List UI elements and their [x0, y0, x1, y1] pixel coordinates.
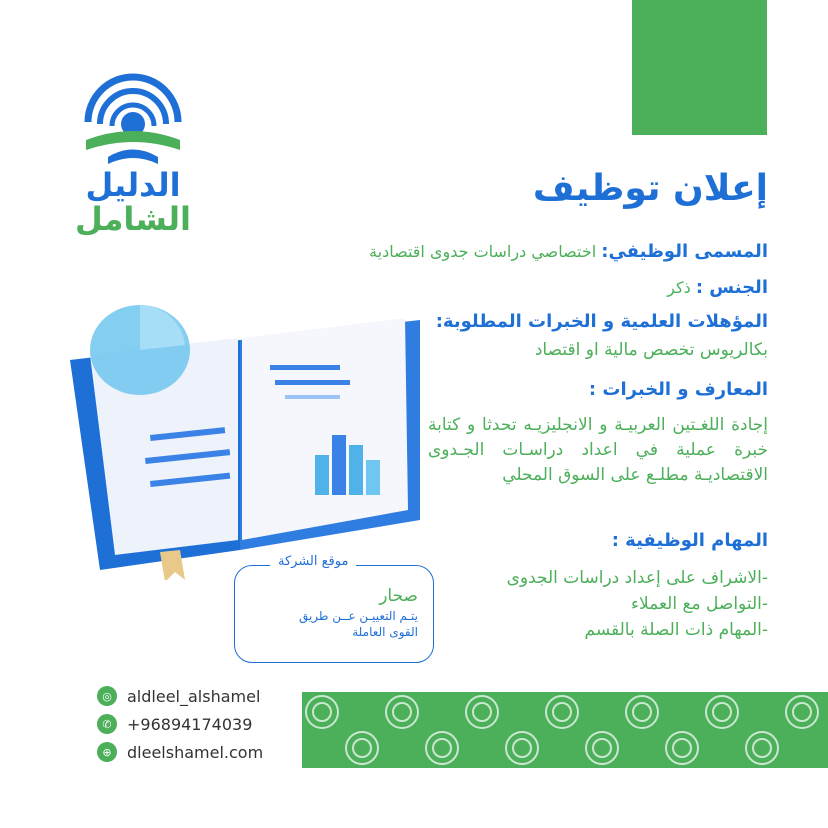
book-illustration	[60, 300, 430, 580]
task-item: -المهام ذات الصلة بالقسم	[584, 620, 768, 640]
whatsapp-icon: ✆	[97, 714, 117, 734]
skills-text: إجادة اللغـتين العربيـة و الانجليزيـه تحدثا و كتابة خبرة عملية في اعداد دراسـات الجـدوى الاقتصاديـة مطلـع على السوق المحلي	[428, 415, 768, 485]
contact-whatsapp[interactable]	[97, 714, 252, 734]
logo-text-line1: الدليل	[85, 166, 181, 204]
location-note: يتـم التعييـن عــن طريق القوى العاملة	[298, 609, 418, 639]
whatsapp-number: +96894174039	[127, 714, 253, 734]
contact-instagram[interactable]	[97, 686, 260, 706]
globe-icon: ⊕	[97, 742, 117, 762]
task-item: -التواصل مع العملاء	[630, 594, 768, 614]
gender-label: الجنس :	[695, 277, 768, 298]
qualifications-value: بكالريوس تخصص مالية او اقتصاد	[534, 340, 768, 360]
job-title-value: اختصاصي دراسات جدوى اقتصادية	[369, 242, 597, 261]
qualifications-value-row	[535, 340, 768, 360]
location-city: صحار	[379, 586, 418, 606]
location-title: موقع الشركة	[270, 554, 356, 569]
task-item: -الاشراف على إعداد دراسات الجدوى	[506, 568, 768, 588]
qualifications-label-row	[436, 311, 768, 332]
gender-value: ذكر	[667, 278, 691, 297]
green-corner-block	[632, 0, 767, 135]
skills-label-row	[589, 379, 768, 400]
skills-label: المعارف و الخبرات :	[588, 379, 768, 400]
logo-emblem	[78, 62, 188, 172]
job-title-row	[369, 241, 768, 262]
instagram-icon: ◎	[97, 686, 117, 706]
tasks-label-row	[612, 530, 768, 551]
job-title-label: المسمى الوظيفي:	[601, 241, 768, 262]
website-url: dleelshamel.com	[127, 742, 264, 762]
tasks-label: المهام الوظيفية :	[611, 530, 768, 551]
logo-text-line2: الشامل	[75, 200, 191, 238]
decorative-pattern	[302, 692, 828, 768]
qualifications-label: المؤهلات العلمية و الخبرات المطلوبة:	[435, 311, 768, 332]
page-title: إعلان توظيف	[532, 168, 768, 209]
instagram-handle: aldleel_alshamel	[127, 686, 261, 706]
contact-website[interactable]	[97, 742, 263, 762]
gender-row	[667, 277, 768, 298]
